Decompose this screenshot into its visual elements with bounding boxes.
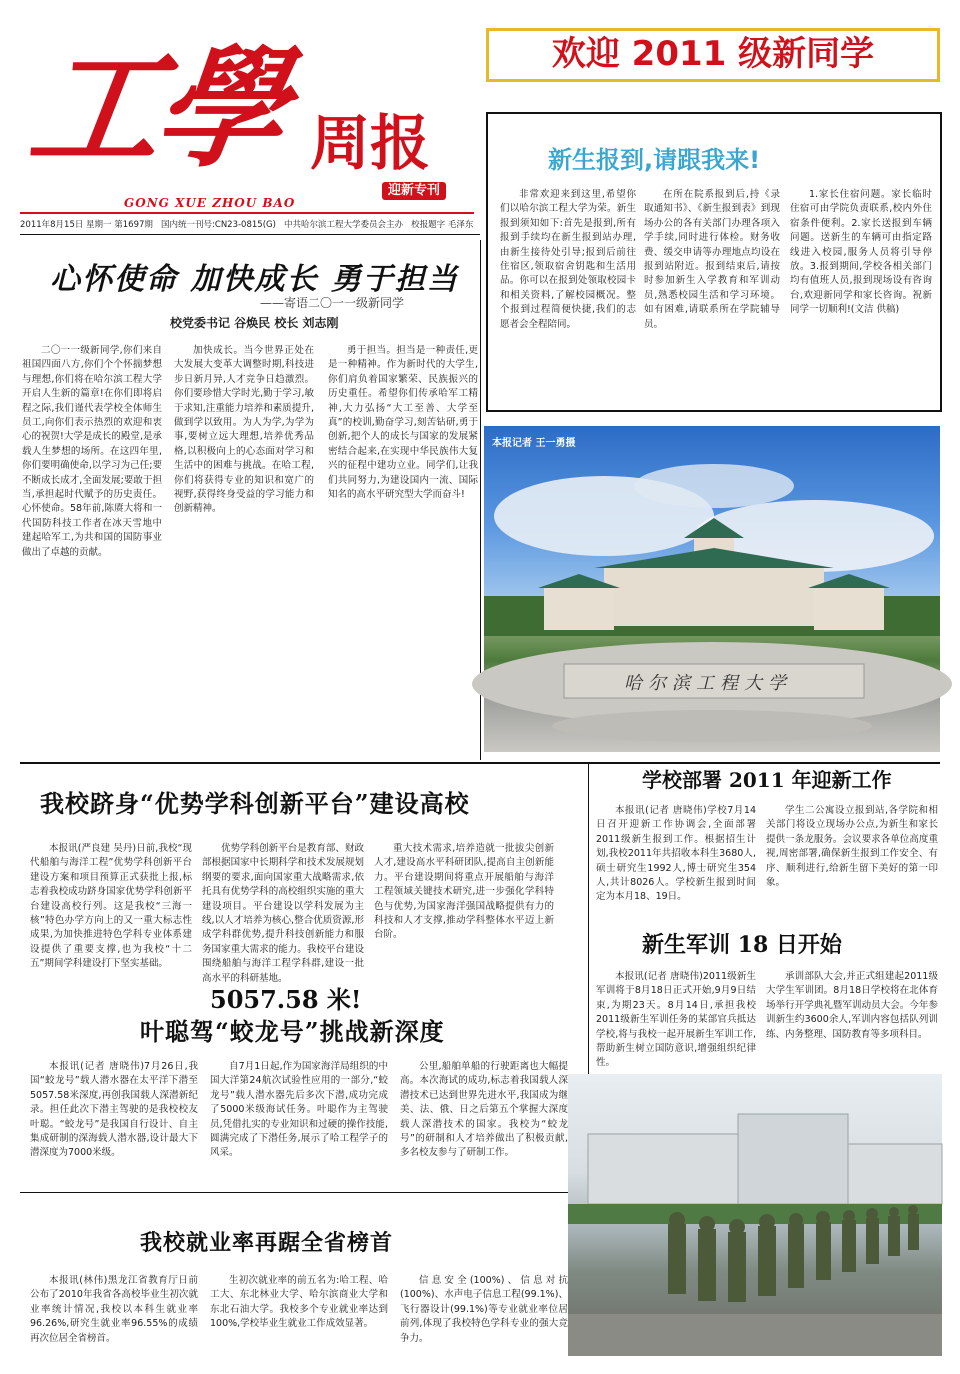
- masthead-info: [20, 218, 480, 230]
- enrollment-col-1: 本报讯(记者 唐晓伟)学校7月14日召开迎新工作协调会,全面部署2011级新生报到工作。根据招生计划,我校2011年共招收本科生3680人,硕士研究生1992人,博士研究生354人,共计8026人。学校新生报到时间定为本月18、19日。: [596, 805, 756, 903]
- masthead-title: 工學: [21, 32, 291, 185]
- jiaolong-title: 叶聪驾“蛟龙号”挑战新深度: [140, 1017, 445, 1046]
- campus-sign: 哈尔滨工程大学: [624, 673, 792, 694]
- platform-col-1: 本报讯(严良建 吴丹)日前,我校“现代船舶与海洋工程”优势学科创新平台建设方案和项目预算正式获批上报,标志着我校成功跻身国家优势学科创新平台建设高校行列。这是我校“三海一核”特色办学方向上的又一重大标志性成果,为加快推进特色学科专业体系建设提供了重要支撑,也为我校“十二五”期间学科建设打下坚实基础。: [30, 843, 192, 970]
- welcome-box: [486, 112, 942, 412]
- platform-col-2: 优势学科创新平台是教育部、财政部根据国家中长期科学和技术发展规划纲要的要求,面向国家重大战略需求,依托具有优势学科的高校组织实施的重大建设项目。平台建设以学科发展为主线,以人才培养为核心,整合优质资源,形成学科群优势,提升科技创新能力和服务国家重大需求的能力。我校平台建设围绕船舶与海洋工程学科群,建设一批高水平的科研基地。: [202, 843, 364, 984]
- platform-title: 我校跻身“优势学科创新平台”建设高校: [40, 789, 470, 818]
- platform-col-3: 重大技术需求,培养造就一批拔尖创新人才,建设高水平科研团队,提高自主创新能力。平台建设期间将重点开展船舶与海洋工程领域关键技术研究,进一步强化学科特色与优势,为国家海洋强国战略提供有力的科技和人才支撑,推动学科整体水平迈上新台阶。: [374, 843, 554, 941]
- jiaolong-title-number: 5057.58 米!: [210, 985, 362, 1014]
- employment-col-1: 本报讯(林伟)黑龙江省教育厅日前公布了2010年我省各高校毕业生初次就业率统计情况,我校以本科生就业率96.26%,研究生就业率96.55%的成绩再次位居全省榜首。: [30, 1275, 198, 1344]
- masthead-pinyin: GONG XUE ZHOU BAO: [124, 196, 296, 210]
- welcome-col-3: 1.家长住宿问题。家长临时住宿可由学院负责联系,校内外住宿条件便利。2.家长送报到车辆问题。送新生的车辆可由指定路线进入校园,服务人员将引导停放。3.报到期间,学校各相关部门均有值班人员,报到现场设有咨询台,欢迎新同学和家长咨询。祝新同学一切顺利!(文洁 供稿): [790, 189, 932, 316]
- editorial: [20, 248, 480, 758]
- military-col-2: 承训部队大会,并正式组建起2011级大学生军训团。8月18日学校将在北体育场举行开学典礼暨军训动员大会。今年参训新生约3600余人,军训内容包括队列训练、内务整理、国防教育等多项科目。: [766, 971, 938, 1040]
- jiaolong-col-1: 本报讯(记者 唐晓伟)7月26日,我国“蛟龙号”载人潜水器在太平洋下潜至5057.58米深度,再创我国载人深潜新纪录。担任此次下潜主驾驶的是我校校友叶聪。“蛟龙号”是我国自行设计、自主集成研制的深海载人潜水器,设计最大下潜深度为7000米级。: [30, 1061, 198, 1159]
- military-article: [596, 924, 942, 1069]
- jiaolong-col-2: 自7月1日起,作为国家海洋局组织的中国大洋第24航次试验性应用的一部分,“蛟龙号”载人潜水器先后多次下潜,成功完成了5000米级海试任务。叶聪作为主驾驶员,凭借扎实的专业知识和过硬的操作技能,圆满完成了下潜任务,展示了哈工程学子的风采。: [210, 1061, 388, 1159]
- enrollment-title: 学校部署 2011 年迎新工作: [642, 768, 892, 792]
- jiaolong-col-3: 公里,船舶单船的行驶距离也大幅提高。本次海试的成功,标志着我国载人深潜技术已达到世界先进水平,我国成为继美、法、俄、日之后第五个掌握大深度载人深潜技术的国家。我校为“蛟龙号”的研制和人才培养做出了积极贡献,多名校友参与了研制工作。: [400, 1061, 568, 1159]
- enrollment-col-2: 学生二公寓设立报到站,各学院和相关部门将设立现场办公点,为新生和家长提供一条龙服务。会议要求各单位高度重视,周密部署,确保新生报到工作安全、有序、顺利进行,给新生留下美好的第一印象。: [766, 805, 938, 889]
- editorial-title: 心怀使命 加快成长 勇于担当: [50, 262, 459, 297]
- employment-title: 我校就业率再踞全省榜首: [140, 1230, 394, 1256]
- military-title: 新生军训 18 日开始: [642, 932, 842, 958]
- military-photo: [568, 1074, 942, 1356]
- photo-caption: 本报记者 王一勇摄: [492, 438, 576, 449]
- editorial-subtitle: ——寄语二〇一一级新同学: [260, 296, 405, 310]
- title-calligraphy: 校报题字 毛泽东: [411, 220, 474, 230]
- welcome-col-1: 非常欢迎来到这里,希望你们以哈尔滨工程大学为荣。新生报到须知如下:首先是报到,所有报到手续均在新生报到站办理,由新生接待处引导;报到后前往住宿区,领取宿舍钥匙和生活用品。你可以在报到处领取校园卡和相关资料,了解校园概况。整个报到过程简便快捷,我们的志愿者会全程陪同。: [500, 189, 636, 330]
- welcome-banner-text: 欢迎 2011 级新同学: [551, 34, 875, 74]
- military-col-1: 本报讯(记者 唐晓伟)2011级新生军训将于8月18日正式开始,9月9日结束,为期23天。8月14日,承担我校2011级新生军训任务的某部官兵抵达学校,将与我校一起开展新生军训工作,帮助新生树立国防意识,增强组织纪律性。: [596, 971, 756, 1069]
- employment-col-2: 生初次就业率的前五名为:哈工程、哈工大、东北林业大学、哈尔滨商业大学和东北石油大学。我校多个专业就业率达到100%,学校毕业生就业工作成效显著。: [210, 1275, 388, 1330]
- editorial-col-3: 勇于担当。担当是一种责任,更是一种精神。作为新时代的大学生,你们肩负着国家繁荣、民族振兴的历史重任。希望你们传承哈军工精神,大力弘扬“大工至善、大学至真”的校训,勤奋学习,刻苦钻研,勇于创新,把个人的成长与国家的发展紧密结合起来,在实现中华民族伟大复兴的征程中建功立业。同学们,让我们共同努力,为建设国内一流、国际知名的高水平研究型大学而奋斗!: [328, 345, 478, 501]
- editorial-byline: 校党委书记 谷焕民 校长 刘志刚: [170, 316, 339, 330]
- jiaolong-article: [20, 976, 580, 1186]
- editorial-col-1: 二〇一一级新同学,你们来自祖国四面八方,你们个个怀揣梦想与理想,你们将在哈尔滨工程大学开启人生新的篇章!在你们即将启程之际,我们谨代表学校全体师生员工,向你们表示热烈的欢迎和衷心的祝贺!大学是成长的殿堂,是承载人生梦想的场所。在这四年里,你们要明确使命,以学习为己任;要不断成长成才,全面发展;要敢于担当,承担起时代赋予的历史责任。心怀使命。58年前,陈赓大将和一代国防科技工作者在冰天雪地中建起哈军工,为共和国的国防事业做出了卓越的贡献。: [22, 345, 162, 558]
- campus-illustration: [484, 426, 940, 752]
- sponsor: 中共哈尔滨工程大学委员会主办: [284, 220, 404, 230]
- welcome-col-2: 在所在院系报到后,持《录取通知书》、《新生报到表》到现场办公的各有关部门办理各项入学手续,同时进行体检。财务收费、缓交申请等办理地点均设在报到站附近。报到结束后,请按时参加新生入学教育和军训动员,熟悉校园生活和学习环境。如有困难,请联系所在学院辅导员。: [644, 189, 780, 330]
- publication-number: 国内统一刊号:CN23-0815(G): [161, 220, 276, 230]
- editorial-col-2: 加快成长。当今世界正处在大发展大变革大调整时期,科技进步日新月异,人才竞争日趋激烈。你们要珍惜大学时光,勤于学习,敏于求知,注重能力培养和素质提升,做到学以致用。为人为学,为学为事,要树立远大理想,培养优秀品格,以积极向上的心态面对学习和生活中的困难与挑战。在哈工程,你们将获得专业的知识和宽广的视野,获得终身受益的学习能力和创新精神。: [174, 345, 314, 515]
- campus-photo: [484, 426, 940, 752]
- troops-illustration: [568, 1074, 942, 1356]
- masthead: [10, 6, 470, 216]
- masthead-subtitle: 周报: [310, 109, 430, 179]
- employment-col-3: 信息安全(100%)、信息对抗(100%)、水声电子信息工程(99.1%)、飞行器设计(99.1%)等专业就业率位居前列,体现了我校特色学科专业的强大竞争力。: [400, 1275, 568, 1344]
- special-badge: 迎新专刊: [382, 182, 446, 200]
- enrollment-article: [596, 764, 942, 914]
- platform-article: [20, 768, 580, 984]
- welcome-subtitle: 新生报到,请跟我来!: [548, 146, 761, 174]
- employment-article: [20, 1200, 580, 1360]
- welcome-banner: [486, 28, 940, 82]
- issue-date: 2011年8月15日 星期一 第1697期: [20, 220, 153, 230]
